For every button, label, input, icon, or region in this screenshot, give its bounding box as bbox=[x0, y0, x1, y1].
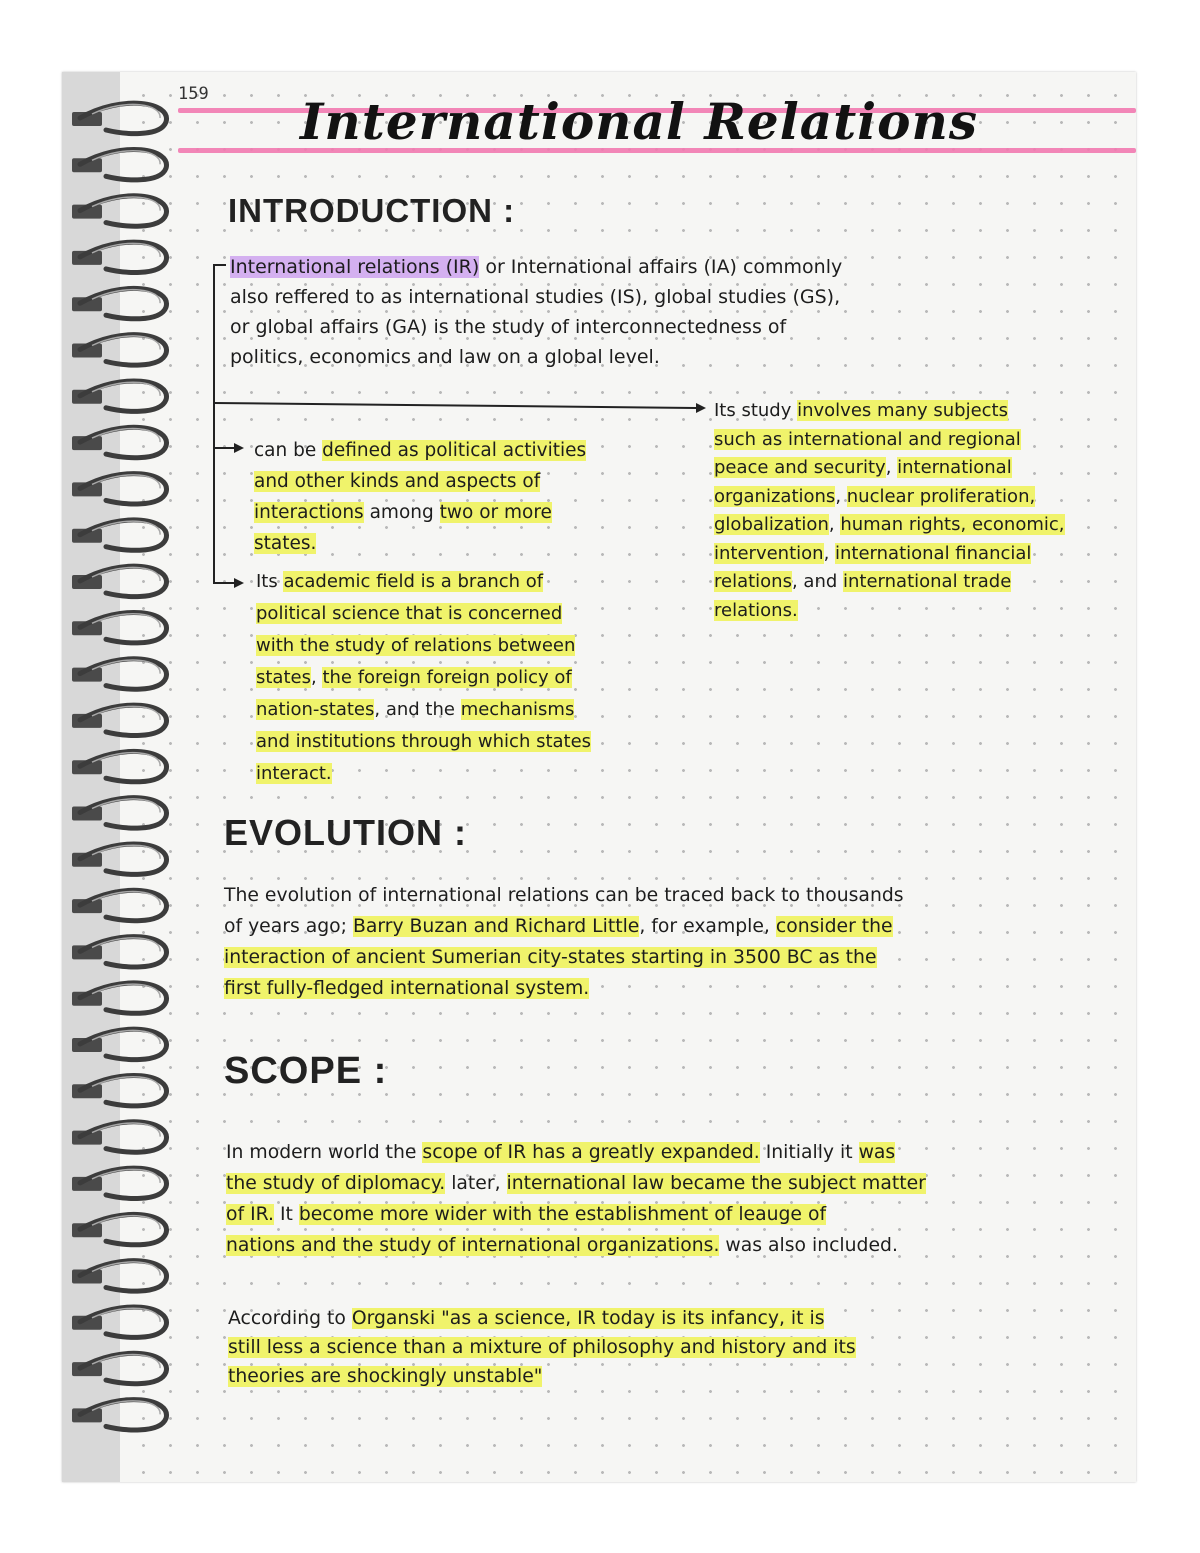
bracket-line bbox=[214, 265, 236, 583]
highlighted-text: interact. bbox=[256, 763, 332, 784]
text-line bbox=[714, 397, 1065, 426]
text-line bbox=[256, 662, 591, 694]
highlighted-text: was bbox=[858, 1142, 896, 1163]
introduction-heading: INTRODUCTION : bbox=[228, 192, 516, 229]
text-line bbox=[714, 426, 1065, 455]
highlighted-text: relations bbox=[714, 571, 792, 592]
highlighted-text: still less a science than a mixture of philosophy and history and its bbox=[228, 1337, 856, 1358]
text-line bbox=[254, 497, 586, 528]
evolution-paragraph bbox=[224, 880, 904, 1004]
text-segment: among bbox=[363, 502, 440, 523]
text-segment: Its study bbox=[714, 400, 798, 421]
highlighted-text: human rights, economic, bbox=[840, 514, 1065, 535]
text-segment: later, bbox=[445, 1173, 507, 1194]
text-line bbox=[256, 758, 591, 790]
text-segment: According to bbox=[228, 1308, 352, 1329]
highlighted-text: peace and security bbox=[714, 457, 886, 478]
highlighted-text: the study of diplomacy. bbox=[226, 1173, 446, 1194]
text-segment: , bbox=[310, 667, 323, 688]
highlighted-text: such as international and regional bbox=[714, 428, 1021, 450]
highlighted-text: nations and the study of international organizations. bbox=[226, 1235, 720, 1256]
definition-term: International relations (IR) bbox=[230, 256, 480, 278]
text-line bbox=[224, 942, 904, 973]
text-line bbox=[226, 1137, 926, 1168]
highlighted-text: international trade bbox=[843, 571, 1012, 592]
text-segment: , bbox=[828, 514, 841, 535]
highlighted-text: organizations bbox=[714, 485, 836, 507]
text-line bbox=[714, 511, 1065, 540]
text-line bbox=[254, 528, 586, 559]
highlighted-text: interactions bbox=[254, 502, 364, 523]
text-line bbox=[714, 483, 1065, 512]
highlighted-text: Organski "as a science, IR today is its infancy, it is bbox=[351, 1308, 825, 1329]
definition-line: also reffered to as international studies (IS), global studies (GS), bbox=[230, 286, 841, 308]
text-line bbox=[226, 1168, 926, 1199]
text-line bbox=[224, 973, 904, 1004]
text-line bbox=[228, 1362, 856, 1391]
text-line bbox=[256, 726, 591, 758]
definition-line: politics, economics and law on a global level. bbox=[230, 346, 660, 368]
highlighted-text: states bbox=[256, 667, 311, 688]
highlighted-text: interaction of ancient Sumerian city-states starting in 3500 BC as the bbox=[224, 947, 877, 968]
text-line bbox=[254, 466, 586, 497]
highlighted-text: and institutions through which states bbox=[256, 731, 592, 752]
text-segment: , and bbox=[791, 571, 843, 592]
branch-definition bbox=[254, 435, 586, 559]
highlighted-text: two or more bbox=[439, 502, 552, 523]
highlighted-text: intervention bbox=[714, 542, 824, 564]
text-line bbox=[226, 1230, 926, 1261]
page-title: International Relations bbox=[300, 92, 979, 151]
text-segment: of years ago; bbox=[224, 916, 353, 937]
text-line bbox=[256, 598, 591, 630]
highlighted-text: scope of IR has a greatly expanded. bbox=[422, 1142, 760, 1163]
text-line bbox=[714, 568, 1065, 597]
text-segment: Initially it bbox=[759, 1142, 859, 1163]
highlighted-text: globalization bbox=[714, 514, 829, 535]
text-line bbox=[228, 1333, 856, 1362]
text-line bbox=[714, 454, 1065, 483]
highlighted-text: relations. bbox=[714, 599, 798, 621]
highlighted-text: mechanisms bbox=[460, 699, 575, 720]
highlighted-text: states. bbox=[254, 533, 317, 554]
text-line bbox=[714, 540, 1065, 569]
text-line bbox=[228, 1304, 856, 1333]
highlighted-text: nuclear proliferation, bbox=[846, 485, 1036, 507]
highlighted-text: international law became the subject matter bbox=[506, 1173, 926, 1194]
arrowhead-icon bbox=[234, 578, 244, 588]
highlighted-text: international financial bbox=[835, 542, 1032, 564]
highlighted-text: become more wider with the establishment of leauge of bbox=[298, 1204, 827, 1225]
highlighted-text: Barry Buzan and Richard Little bbox=[352, 916, 640, 937]
highlighted-text: consider the bbox=[775, 916, 893, 937]
text-line bbox=[226, 1199, 926, 1230]
highlighted-text: academic field is a branch of bbox=[283, 571, 544, 592]
branch-line-right bbox=[214, 403, 696, 408]
text-segment: It bbox=[273, 1204, 299, 1225]
definition-rest: or International affairs (IA) commonly bbox=[479, 256, 843, 278]
highlighted-text: political science that is concerned bbox=[256, 603, 563, 624]
scope-quote-paragraph bbox=[228, 1304, 856, 1391]
highlighted-text: with the study of relations between bbox=[256, 635, 576, 656]
highlighted-text: of IR. bbox=[226, 1204, 274, 1225]
definition-line: or global affairs (GA) is the study of interconnectedness of bbox=[230, 316, 787, 338]
text-line bbox=[254, 435, 586, 466]
text-line bbox=[256, 566, 591, 598]
text-line bbox=[224, 911, 904, 942]
text-line bbox=[714, 597, 1065, 626]
highlighted-text: defined as political activities bbox=[322, 440, 587, 461]
text-line bbox=[256, 694, 591, 726]
page-number: 159 bbox=[178, 84, 209, 104]
text-segment: can be bbox=[254, 440, 323, 461]
text-segment: , for example, bbox=[639, 916, 776, 937]
text-segment: was also included. bbox=[719, 1235, 898, 1256]
text-segment: , and the bbox=[374, 699, 461, 720]
arrowhead-icon bbox=[234, 443, 244, 453]
text-segment: , bbox=[823, 542, 836, 564]
text-segment: Its bbox=[256, 571, 284, 592]
text-segment: The evolution of international relations can be traced back to thousands bbox=[224, 885, 904, 906]
branch-study-subjects bbox=[714, 397, 1065, 625]
evolution-heading: EVOLUTION : bbox=[224, 812, 467, 853]
highlighted-text: nation-states bbox=[256, 699, 375, 720]
highlighted-text: and other kinds and aspects of bbox=[254, 471, 541, 492]
highlighted-text: involves many subjects bbox=[797, 400, 1008, 421]
highlighted-text: theories are shockingly unstable" bbox=[228, 1366, 543, 1387]
highlighted-text: first fully-fledged international system. bbox=[224, 978, 590, 999]
text-segment: , bbox=[885, 457, 898, 478]
scope-paragraph bbox=[226, 1137, 926, 1261]
text-line bbox=[224, 880, 904, 911]
highlighted-text: the foreign foreign policy of bbox=[322, 667, 572, 688]
scope-heading: SCOPE : bbox=[224, 1050, 388, 1092]
highlighted-text: international bbox=[897, 457, 1012, 478]
branch-academic-field bbox=[256, 566, 591, 790]
text-segment: In modern world the bbox=[226, 1142, 423, 1163]
text-line bbox=[256, 630, 591, 662]
text-segment: , bbox=[835, 485, 847, 507]
arrowhead-icon bbox=[696, 403, 706, 413]
